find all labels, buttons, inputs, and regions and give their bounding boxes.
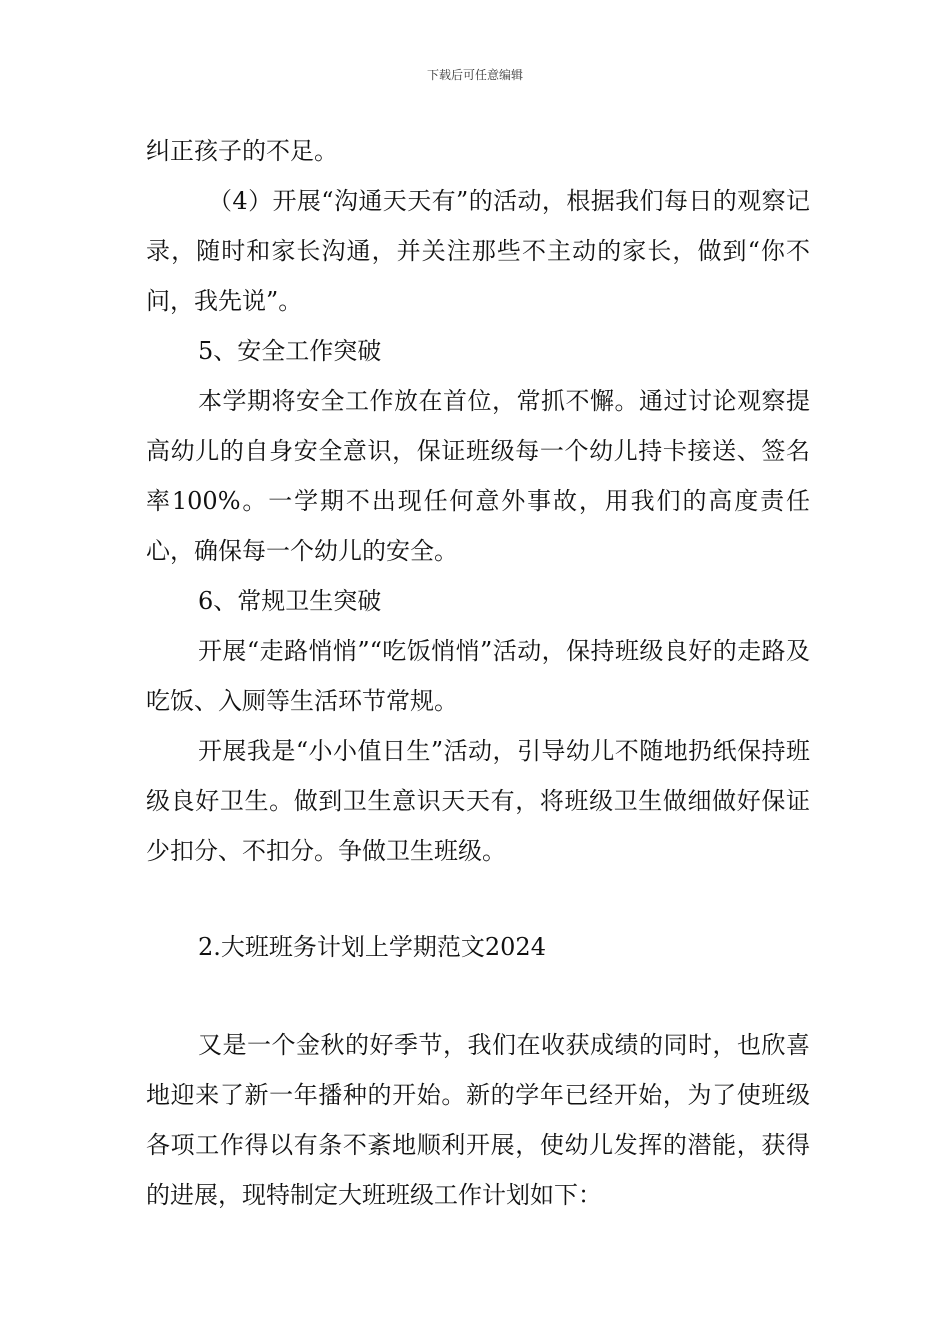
- paragraph-quiet-activities: 开展“走路悄悄”“吃饭悄悄”活动，保持班级良好的走路及吃饭、入厕等生活环节常规。: [146, 637, 810, 715]
- page-header: 下载后可任意编辑: [426, 68, 523, 82]
- section-title: 2.大班班务计划上学期范文2024: [198, 933, 546, 961]
- paragraph-communication-activity: （4）开展“沟通天天有”的活动，根据我们每日的观察记录，随时和家长沟通，并关注那些不主动的家长，做到“你不问，我先说”。: [146, 187, 810, 315]
- paragraph-safety-work: 本学期将安全工作放在首位，常抓不懈。通过讨论观察提高幼儿的自身安全意识，保证班级每一个幼儿持卡接送、签名率100%。一学期不出现任何意外事故，用我们的高度责任心，确保每一个幼儿的安全。: [146, 387, 810, 565]
- paragraph-duty-student: 开展我是“小小值日生”活动，引导幼儿不随地扔纸保持班级良好卫生。做到卫生意识天天有，将班级卫生做细做好保证少扣分、不扣分。争做卫生班级。: [146, 737, 810, 865]
- heading-safety-work: 5、安全工作突破: [198, 337, 382, 365]
- document-body: [146, 126, 810, 1220]
- paragraph-continuation: 纠正孩子的不足。: [146, 137, 338, 165]
- heading-hygiene-routine: 6、常规卫生突破: [198, 587, 382, 615]
- paragraph-intro: 又是一个金秋的好季节，我们在收获成绩的同时，也欣喜地迎来了新一年播种的开始。新的学年已经开始，为了使班级各项工作得以有条不紊地顺利开展，使幼儿发挥的潜能，获得的进展，现特制定大班班级工作计划如下：: [146, 1031, 810, 1209]
